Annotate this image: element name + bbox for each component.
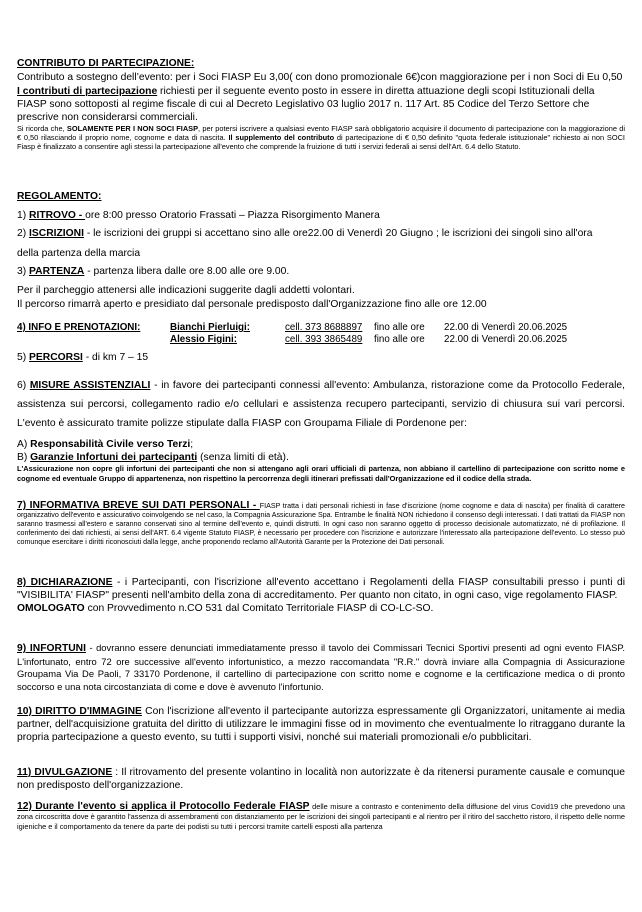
- misure-note: L'Assicurazione non copre gli infortuni dei partecipanti che non si attengano agli orari ufficiali di partenza, non abbiano il cartellino di partecipazione con scritto nome e cognome ed eventuale Gruppo di appartenenza, non rispettino la percorrenza degli itinerari prefissati dall'Organizzazione ed il codice della strada.: [17, 464, 625, 483]
- misure-title: MISURE ASSISTENZIALI: [29, 380, 151, 391]
- note-a: Si ricorda che,: [17, 124, 67, 133]
- regolamento-heading: REGOLAMENTO:: [17, 191, 102, 202]
- contributo-heading: CONTRIBUTO DI PARTECIPAZIONE:: [17, 58, 195, 69]
- misure-b-prefix: B): [17, 452, 31, 463]
- contributo-section: [17, 57, 625, 151]
- note-d: Il supplemento del contributo: [228, 133, 335, 142]
- iscrizioni-num: 2): [17, 228, 30, 239]
- contact-name: Bianchi Pierluigi:: [170, 322, 251, 333]
- dichiarazione-text: - i Partecipanti, con l'iscrizione all'evento accettano i Regolamenti della FIASP consultabili presso i punti di "VISIBILITA' FIASP" presenti nell'ambito della zona di accreditamento. Per quanto non citato, in ogni caso, vige regolamento FIASP.: [17, 577, 625, 601]
- note-e: di partecipazione di € 0,50 definito "quota federale istituzionale" richiesto ai non SOCI Fiasp è finalizzato a consentire agli stessi la partecipazione all'evento che comprende la fruizione di tutti i servizi federali ai sensi dell'Art. 6.4 dello Statuto.: [17, 133, 625, 151]
- info-label: 4) INFO E PRENOTAZIONI:: [17, 322, 141, 333]
- contact-until: fino alle ore: [374, 322, 425, 333]
- infortuni-title: 9) INFORTUNI: [17, 643, 86, 654]
- contact-cell: cell. 373 8688897: [285, 322, 363, 333]
- misure-b-title: Garanzie Infortuni dei partecipanti: [30, 452, 198, 463]
- protocollo-text: delle misure a contrasto e contenimento della diffusione del virus Covid19 che prevedono una zona circoscritta dove è garantito l'assenza di assembramenti con distanziamento per le iscrizioni dei singoli partecipanti e al rientro per il ritiro del sacchetto ristoro, il rispetto delle norme igieniche e il comportamento da tenere da parte dei podisti su tutti i percorsi tramite cartelli esposti alla partenza: [17, 802, 625, 831]
- misure-a-title: Responsabilità Civile verso Terzi: [30, 439, 191, 450]
- divulgazione-title: 11) DIVULGAZIONE: [17, 767, 113, 778]
- partenza-text: - partenza libera dalle ore 8.00 alle ore 9.00.: [84, 266, 290, 277]
- immagine-title: 10) DIRITTO D'IMMAGINE: [17, 706, 142, 717]
- regolamento-heading-block: [17, 190, 625, 203]
- divulgazione-section: [17, 766, 625, 792]
- ritrovo-text: ore 8:00 presso Oratorio Frassati – Piazza Risorgimento Manera: [85, 210, 380, 221]
- privacy-text: FIASP tratta i dati personali richiesti in fase d'iscrizione (nome cognome e data di nascita) per finalità di carattere organizzativo dell'evento e assicurativo coinvolgendo se nel caso, la Compagnia Assicurazione Spa. Entrambe le finalità NON richiedono il consenso degli interessati. I dati trattati da FIASP non saranno trasmessi all'estero e saranno conservati sino al termine dell'evento e, quindi distrutti. In ogni caso non saranno oggetto di processo decisionale automatizzato, né di profilazione. Il conferimento dei dati richiesti, ai sensi dell'ART. 6.4 vigente Statuto FIASP, è necessario per procedere con l'iscrizione e autorizzare l'interessato alla partecipazione dell'evento. Lo stesso può comunque esercitare i diritti riconosciuti dalla legge, anche proponendo reclamo all'Autorità Garante per la Protezione dei Dati personali.: [17, 502, 626, 546]
- omologato-text: con Provvedimento n.CO 531 dal Comitato Territoriale FIASP di CO-LC-SO.: [84, 603, 434, 614]
- contributo-fiscal: [17, 85, 625, 124]
- misure-section: [17, 376, 625, 483]
- ritrovo-item: [17, 209, 625, 222]
- partenza-item: [17, 265, 625, 278]
- note-b: SOLAMENTE PER I NON SOCI FIASP: [66, 124, 199, 133]
- divulgazione-text: : Il ritrovamento del presente volantino in località non autorizzate è da ritenersi puramente causale e comunque non predisposto dell'organizzazione.: [17, 767, 625, 791]
- info-section: [17, 322, 625, 348]
- contact-name: Alessio Figini:: [170, 334, 237, 345]
- infortuni-text: - dovranno essere denunciati immediatamente presso il tavolo dei Commissari Tecnici Sportivi presenti ad ogni evento FIASP. L'infortunato, entro 72 ore successive all'evento infortunistico, a mezzo raccomandata "R.R." dovrà inviare alla Compagnia di Assicurazione Groupama Via De Paoli, 7 33170 Pordenone, il cartellino di partecipazione con scritto nome e cognome e la certificazione medica o di pronto soccorso e una nota circostanziata di come e dove è avvenuto l'infortunio.: [17, 642, 625, 692]
- partenza-title: PARTENZA: [29, 266, 85, 277]
- partenza-num: 3): [17, 266, 30, 277]
- protocollo-title: 12) Durante l'evento si applica il Protocollo Federale FIASP: [17, 801, 310, 812]
- privacy-title: 7) INFORMATIVA BREVE SUI DATI PERSONALI -: [17, 500, 260, 511]
- percorsi-num: 5): [17, 352, 30, 363]
- percorsi-title: PERCORSI: [29, 352, 83, 363]
- contributo-amount: Contributo a sostegno dell’evento: per i Soci FIASP Eu 3,00( con dono promozionale 6€)con maggiorazione per i non Soci di Eu 0,50: [17, 72, 623, 83]
- contact-cell: cell. 393 3865489: [285, 334, 363, 345]
- note-c: , per potersi iscrivere a qualsiasi evento FIASP sarà obbligatorio acquisire il documento di partecipazione con la maggiorazione di € 0,50 rilasciando il proprio nome, cognome e data di nascita.: [17, 124, 625, 142]
- contributo-fiscal-lead: I contributi di partecipazione: [17, 86, 158, 97]
- contributo-note: [17, 124, 625, 151]
- misure-b-rest: (senza limiti di età).: [197, 452, 289, 463]
- percorsi-item: [17, 351, 625, 364]
- protocollo-section: [17, 802, 625, 832]
- ritrovo-title: RITROVO -: [29, 210, 86, 221]
- omologato-title: OMOLOGATO: [17, 603, 85, 614]
- iscrizioni-text: - le iscrizioni dei gruppi si accettano sino alle ore22.00 di Venerdì 20 Giugno ; le iscrizioni dei singoli sino all'ora: [83, 228, 593, 239]
- privacy-section: [17, 501, 625, 547]
- misure-num: 6): [17, 380, 30, 391]
- percorsi-text: - di km 7 – 15: [82, 352, 149, 363]
- iscrizioni-text-2: della partenza della marcia: [17, 248, 141, 259]
- contact-when: 22.00 di Venerdì 20.06.2025: [444, 322, 568, 333]
- dichiarazione-title: 8) DICHIARAZIONE: [17, 577, 113, 588]
- parcheggio-text: Per il parcheggio attenersi alle indicazioni suggerite dagli addetti volontari.: [17, 285, 355, 296]
- misure-a-prefix: A): [17, 439, 31, 450]
- immagine-section: [17, 705, 625, 744]
- dichiarazione-section: [17, 576, 625, 615]
- misure-a-rest: ;: [190, 439, 194, 450]
- iscrizioni-item: [17, 227, 625, 260]
- contact-when: 22.00 di Venerdì 20.06.2025: [444, 334, 568, 345]
- infortuni-section: [17, 642, 625, 693]
- immagine-text: Con l'iscrizione all'evento il partecipante autorizza espressamente gli Organizzatori, unitamente ai media partner, dell'acquisizione gratuita del diritto di utilizzare le immagini fisse od in movimento che eventualmente lo ritraggano durante la propria partecipazione a questo evento, su tutti i supporti visivi, nonché sui materiali promozionali e/o pubblicitari.: [17, 706, 625, 743]
- ritrovo-num: 1): [17, 210, 30, 221]
- misure-text: - in favore dei partecipanti connessi all'evento: Ambulanza, ristorazione come da Protocollo Federale, assistenza sui percorsi, collegamento radio e/o cellulari e assistenza recupero partecipanti, servizio di chiusura sui vari percorsi. L'evento è assicurato tramite polizze stipulate dalla FIASP con Groupama Filiale di Pordenone per:: [17, 380, 625, 429]
- iscrizioni-title: ISCRIZIONI: [29, 228, 84, 239]
- contributo-fiscal-text: richiesti per il seguente evento posto in essere in diretta attuazione degli scopi Istituzionali della FIASP sono sottoposti al regime fiscale di cui al Decreto Legislativo 03 luglio 2017 n. 117 Art. 85 Codice del Terzo Settore che prescrive non considerarsi commerciali.: [17, 86, 595, 123]
- contact-until: fino alle ore: [374, 334, 425, 345]
- percorso-aperto-text: Il percorso rimarrà aperto e presidiato dal personale predisposto dall'Organizzazione fino alle ore 12.00: [17, 299, 487, 310]
- parcheggio-block: [17, 284, 625, 311]
